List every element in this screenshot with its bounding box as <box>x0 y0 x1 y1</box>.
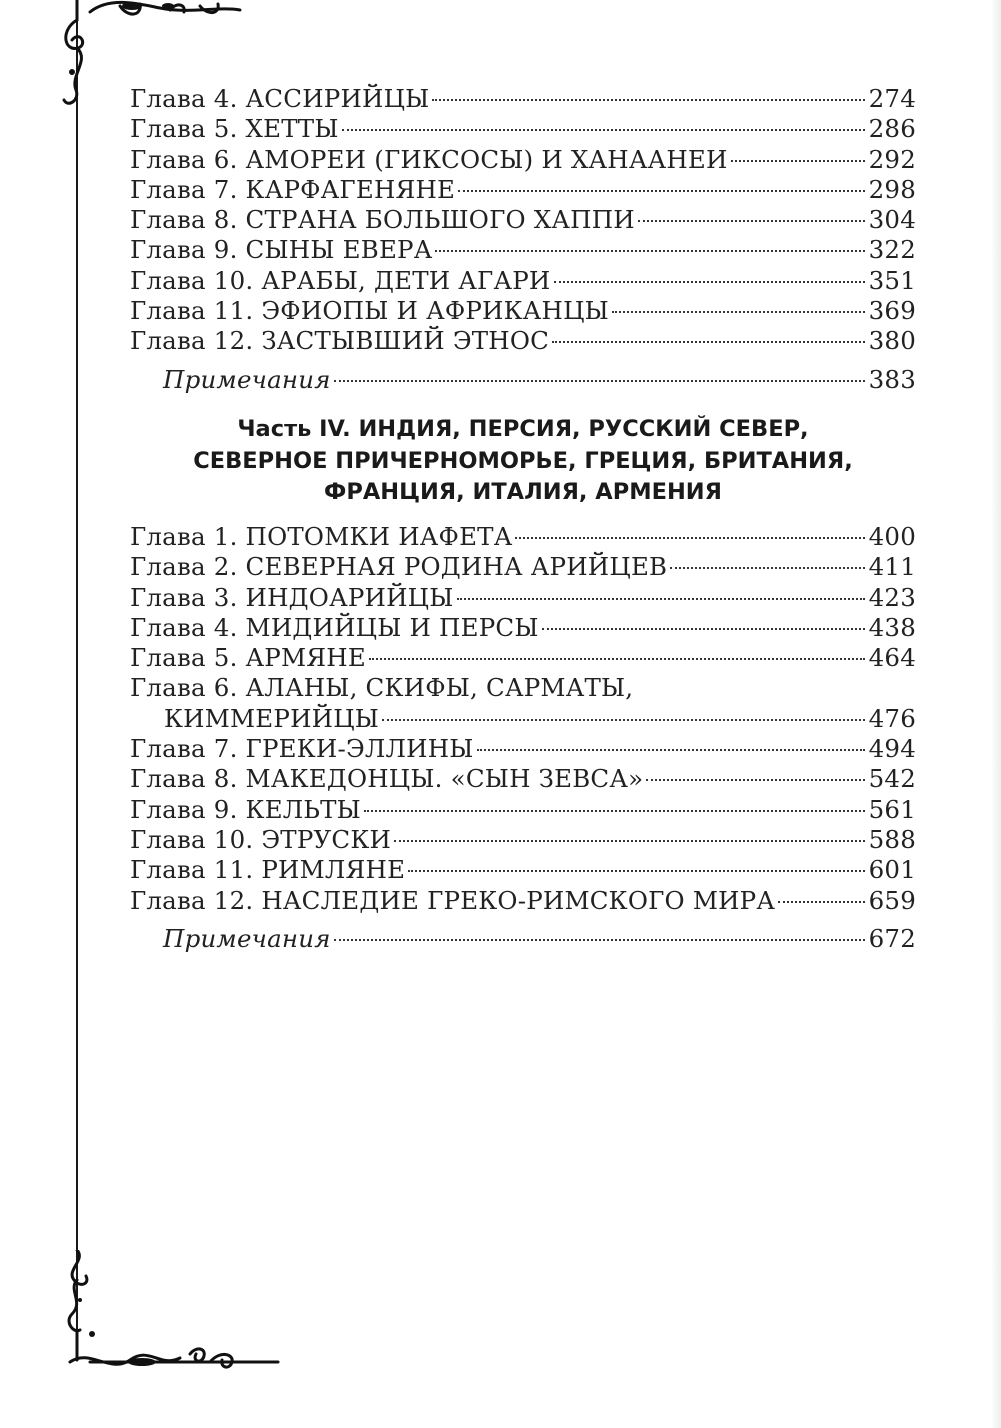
dot-leader <box>670 567 864 569</box>
dot-leader <box>542 628 865 630</box>
part-heading-line: Часть IV. ИНДИЯ, ПЕРСИЯ, РУССКИЙ СЕВЕР, <box>237 416 809 442</box>
toc-entry-label: Глава 6. АМОРЕИ (ГИКСОСЫ) И ХАНААНЕИ <box>130 144 728 174</box>
dot-leader <box>552 341 865 343</box>
toc-entry-label: Глава 11. РИМЛЯНЕ <box>130 855 406 885</box>
dot-leader <box>394 840 865 842</box>
dot-leader <box>612 311 865 313</box>
toc-entry-label: Глава 6. АЛАНЫ, СКИФЫ, САРМАТЫ, <box>130 673 634 703</box>
toc-entry-label: Глава 1. ПОТОМКИ ИАФЕТА <box>130 522 513 551</box>
dot-leader <box>432 99 864 101</box>
toc-entry-page: 542 <box>868 764 916 794</box>
dot-leader <box>408 870 864 872</box>
page-edge-shadow <box>991 0 1001 1428</box>
dot-leader <box>458 190 864 192</box>
toc-entry-label: Глава 5. ХЕТТЫ <box>130 114 339 144</box>
toc-entry-page: 380 <box>868 326 916 356</box>
toc-entry-label: Глава 2. СЕВЕРНАЯ РОДИНА АРИЙЦЕВ <box>130 552 668 582</box>
toc-entry-page: 464 <box>868 643 916 673</box>
part-heading <box>130 414 916 509</box>
toc-entry[interactable] <box>130 266 916 296</box>
toc-entry[interactable] <box>130 235 916 265</box>
toc-entry-page: 304 <box>868 205 916 235</box>
dot-leader <box>364 810 865 812</box>
dot-leader <box>638 220 865 222</box>
toc-notes-page: 383 <box>868 364 916 394</box>
frame-border-line <box>76 20 78 1360</box>
toc-entry-label: Глава 10. ЭТРУСКИ <box>130 824 392 854</box>
toc-entry-page: 438 <box>868 612 916 642</box>
toc-part3-list <box>130 84 916 395</box>
dot-leader <box>554 281 865 283</box>
toc-entry-label: Глава 8. МАКЕДОНЦЫ. «СЫН ЗЕВСА» <box>130 764 644 794</box>
dot-leader <box>435 250 864 252</box>
toc-entry-page: 369 <box>868 296 916 326</box>
toc-entry[interactable] <box>130 84 916 114</box>
toc-part4-list <box>130 522 916 954</box>
toc-entry[interactable] <box>130 114 916 144</box>
toc-entry-label: Глава 7. ГРЕКИ-ЭЛЛИНЫ <box>130 734 474 764</box>
toc-notes-entry[interactable] <box>130 924 916 954</box>
dot-leader <box>778 901 865 903</box>
toc-entry-label: Глава 12. ЗАСТЫВШИЙ ЭТНОС <box>130 326 550 356</box>
toc-entry-page: 400 <box>868 522 916 551</box>
toc-entry-page: 423 <box>868 582 916 612</box>
toc-entry-page: 292 <box>868 144 916 174</box>
toc-entry-label: Глава 8. СТРАНА БОЛЬШОГО ХАППИ <box>130 205 635 235</box>
toc-entry[interactable] <box>130 734 916 764</box>
toc-entry[interactable] <box>130 296 916 326</box>
dot-leader <box>477 749 865 751</box>
toc-entry-page: 476 <box>868 703 916 733</box>
toc-entry-label: Глава 4. МИДИЙЦЫ И ПЕРСЫ <box>130 612 539 642</box>
toc-entry-first-line[interactable] <box>130 673 916 703</box>
toc-entry-page: 494 <box>868 734 916 764</box>
toc-entry-label: Глава 10. АРАБЫ, ДЕТИ АГАРИ <box>130 265 551 295</box>
toc-entry-page: 588 <box>868 824 916 854</box>
dot-leader <box>646 779 864 781</box>
dot-leader <box>334 380 865 382</box>
toc-entry[interactable] <box>130 643 916 673</box>
toc-entry-page: 322 <box>868 235 916 265</box>
toc-entry[interactable] <box>130 326 916 356</box>
dot-leader <box>515 537 864 539</box>
dot-leader <box>382 719 865 721</box>
toc-entry-page: 411 <box>868 552 916 582</box>
toc-entry-label: Глава 3. ИНДОАРИЙЦЫ <box>130 582 454 612</box>
toc-entry[interactable] <box>130 552 916 582</box>
toc-entry[interactable] <box>130 583 916 613</box>
toc-entry[interactable] <box>130 855 916 885</box>
toc-entry[interactable] <box>130 886 916 916</box>
part-heading-line: СЕВЕРНОЕ ПРИЧЕРНОМОРЬЕ, ГРЕЦИЯ, БРИТАНИЯ, <box>193 447 853 474</box>
toc-entry-label: Глава 7. КАРФАГЕНЯНЕ <box>130 174 456 204</box>
toc-entry-page: 286 <box>868 114 916 144</box>
toc-entry-page: 561 <box>868 794 916 824</box>
toc-entry-label: Глава 11. ЭФИОПЫ И АФРИКАНЦЫ <box>130 296 609 326</box>
toc-entry-label: Глава 4. АССИРИЙЦЫ <box>130 84 430 113</box>
toc-entry[interactable] <box>130 825 916 855</box>
toc-entry-label: Глава 9. КЕЛЬТЫ <box>130 794 361 824</box>
dot-leader <box>731 160 865 162</box>
toc-entry[interactable] <box>130 145 916 175</box>
dot-leader <box>369 658 865 660</box>
toc-entry[interactable] <box>130 205 916 235</box>
toc-entry-page: 351 <box>868 265 916 295</box>
toc-entry[interactable] <box>130 795 916 825</box>
toc-entry[interactable] <box>130 522 916 552</box>
toc-notes-page: 672 <box>868 923 916 953</box>
toc-entry-page: 298 <box>868 174 916 204</box>
toc-entry-label: КИММЕРИЙЦЫ <box>164 703 380 733</box>
toc-notes-label: Примечания <box>163 923 331 953</box>
toc-entry-continued[interactable] <box>130 704 916 734</box>
toc-notes-entry[interactable] <box>130 365 916 395</box>
dot-leader <box>457 598 865 600</box>
toc-entry-page: 601 <box>868 855 916 885</box>
toc-entry[interactable] <box>130 613 916 643</box>
toc-entry-label: Глава 5. АРМЯНЕ <box>130 643 366 673</box>
toc-entry-page: 659 <box>868 885 916 915</box>
part-heading-line: ФРАНЦИЯ, ИТАЛИЯ, АРМЕНИЯ <box>324 479 722 505</box>
toc-entry[interactable] <box>130 175 916 205</box>
toc-entry-label: Глава 12. НАСЛЕДИЕ ГРЕКО-РИМСКОГО МИРА <box>130 885 776 915</box>
toc-entry-page: 274 <box>868 84 916 113</box>
dot-leader <box>342 129 865 131</box>
flourish-ornament-bottom-icon <box>50 1250 290 1390</box>
toc-notes-label: Примечания <box>163 364 331 394</box>
toc-entry[interactable] <box>130 764 916 794</box>
toc-entry-label: Глава 9. СЫНЫ ЕВЕРА <box>130 235 433 265</box>
dot-leader <box>334 939 865 941</box>
